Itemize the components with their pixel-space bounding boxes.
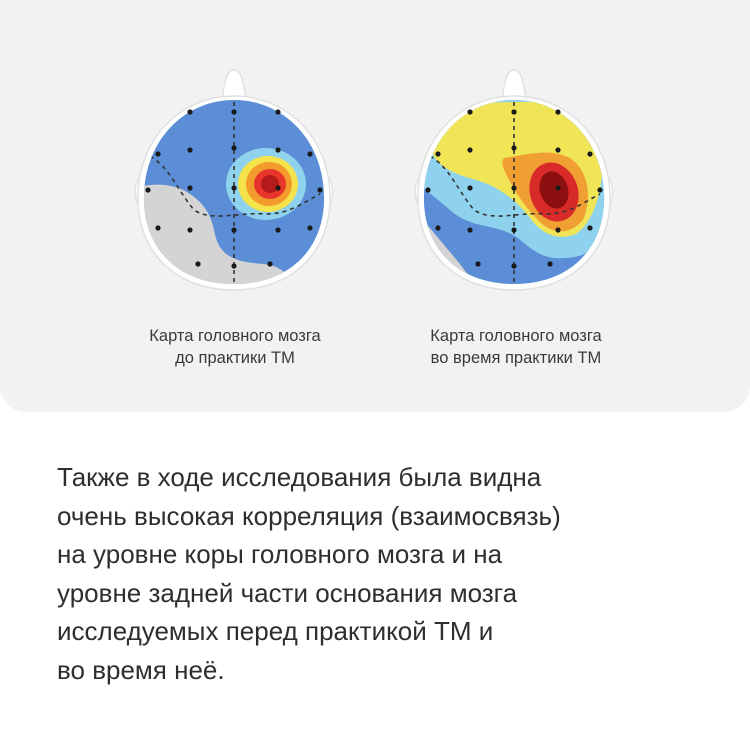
paragraph-line: Также в ходе исследования была видна [57, 462, 542, 492]
caption-before-line2: до практики ТМ [175, 349, 295, 367]
brain-map-during [394, 62, 634, 302]
paragraph-line: очень высокая корреляция (взаимосвязь) [57, 500, 561, 531]
paragraph-line: уровне задней части основания мозга [57, 577, 518, 608]
paragraph-line: исследуемых перед практикой ТМ и [57, 616, 494, 646]
brain-map-before [114, 62, 354, 302]
caption-before-line1: Карта головного мозга [149, 327, 321, 345]
caption-during [376, 325, 656, 369]
caption-during-line1: Карта головного мозга [430, 327, 602, 345]
paragraph-line: на уровне коры головного мозга и на [57, 539, 503, 569]
body-paragraph [57, 458, 727, 689]
caption-before [95, 325, 375, 369]
brain-map-before-graphic [114, 62, 354, 302]
caption-during-line2: во время практики ТМ [430, 349, 602, 367]
paragraph-line: во время неё. [57, 654, 225, 685]
brain-map-during-graphic [394, 62, 634, 302]
